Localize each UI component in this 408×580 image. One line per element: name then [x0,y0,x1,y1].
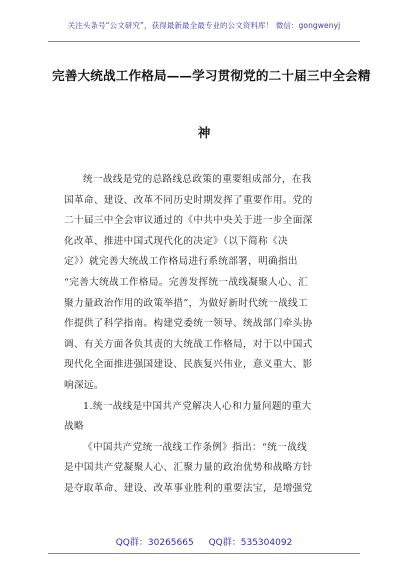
footer-qq-group-1: QQ群：30265665 [115,538,194,548]
header-note: 关注头条号“公文研究”，获得最新最全最专业的公文资料库！ 微信：gongwenyj [67,21,341,30]
body-line: 响深远。 [64,379,104,391]
body-line: “完善大统战工作格局。完善发挥统一战线凝聚人心、汇 [64,276,308,288]
body-line: 定》）就完善大统战工作格局进行系统部署，明确指出 [64,256,298,268]
body-line: 统一战线是党的总路线总政策的重要组成部分，在我 [83,174,312,185]
document-title-continuation: 神 [197,125,211,140]
body-line: 聚力量政治作用的政策举措”，为做好新时代统一战线工 [64,297,308,309]
document-body [64,170,347,500]
footer-contact [0,535,408,548]
header-divider [48,41,360,42]
footer-divider [48,553,360,554]
body-line: 是中国共产党凝聚人心、汇聚力量的政治优势和战略方针 [64,462,313,474]
section-heading: 1.统一战线是中国共产党解决人心和力量问题的重大 [83,400,312,412]
document-title: 完善大统战工作格局——学习贯彻党的二十届三中全会精 [52,68,371,83]
body-line: 调、有关方面各负其责的大统战工作格局，对于以中国式 [64,338,313,350]
footer-qq-group-2: QQ群：535304092 [208,538,293,548]
body-line: 是夺取革命、建设、改革事业胜利的重要法宝，是增强党 [64,482,313,494]
body-line: 现代化全面推进强国建设、民族复兴伟业，意义重大、影 [64,359,313,371]
body-line: 《中国共产党统一战线工作条例》指出：“统一战线 [83,441,308,453]
body-line: 二十届三中全会审议通过的《中共中央关于进一步全面深 [64,215,313,227]
body-line: 国革命、建设、改革不同历史时期发挥了重要作用。党的 [64,194,313,206]
section-heading-cont: 战略 [64,421,84,433]
body-line: 化改革、推进中国式现代化的决定》（以下简称《决 [64,235,288,247]
body-line: 作提供了科学指南。构建党委统一领导、统战部门牵头协 [64,318,313,330]
